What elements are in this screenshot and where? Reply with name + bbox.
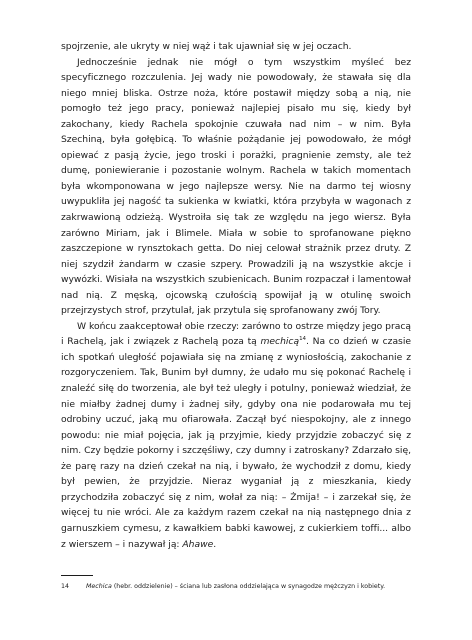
italic-text: Ahawe bbox=[182, 538, 214, 550]
paragraph bbox=[61, 55, 411, 319]
footnote-term: Mechica bbox=[86, 583, 112, 590]
paragraph bbox=[61, 319, 411, 552]
text-segment: Jednocześnie jednak nie mógł o tym wszystkim myśleć bez specyficznego rozczulenia. Jej wady nie powodowały, że stawała się dla niego mniej bliska. Ostrze noża, które postawił między sobą a nią, nie pomogło też jego pracy, ponieważ najlepiej pisało mu się, kiedy był zakochany, kiedy Rachela spokojnie czuwała nad nim – w nim. Była Szechiną, była gołębicą. To właśnie pożądanie jej powodowało, że mógł opiewać z pasją życie, jego troski i porażki, pragnienie zemsty, ale też dumę, poniewieranie i pozostanie wolnym. Rachela w takich momentach była wkomponowana w jego najlepsze wersy. Nie na darmo tej wiosny uwypukliła jej nagość ta sukienka w kwiatki, która przybyła w wagonach z zakrwawioną odzieżą. Wystroiła się tak ze względu na jego wiersz. Była zarówno Miriam, jak i Blimele. Miała w sobie to sprofanowane piękno zaszczepione w rynsztokach getta. Do niej celował strażnik przez druty. Z niej szydził żandarm w czasie szpery. Prowadzili ją na wszystkie akcje i wywózki. Wisiała na wszystkich szubienicach. Bunim rozpaczał i lamentował nad nią. Z męską, ojcowską czułością spowijał ją w otulinę swoich przejrzystych strof, przytulał, jak przytula się sprofanowany zwój Tory. bbox=[61, 56, 411, 317]
footnote-number: 14 bbox=[61, 583, 70, 590]
footnote-reference: 14 bbox=[299, 336, 307, 343]
text-segment: spojrzenie, ale ukryty w niej wąż i tak ujawniał się w jej oczach. bbox=[61, 41, 352, 52]
italic-text: mechicą bbox=[260, 336, 300, 348]
text-segment: W końcu zaakceptował obie rzeczy: zarówno to ostrze między jego pracą i Rachelą, jak i związek z Rachelą poza tą bbox=[61, 320, 411, 348]
footnote bbox=[61, 582, 421, 591]
footnote-separator bbox=[61, 575, 93, 576]
footnote-text: (hebr. oddzielenie) – ściana lub zasłona oddzielająca w synagodze mężczyzn i kobiety. bbox=[111, 583, 386, 590]
paragraph bbox=[61, 39, 411, 55]
text-segment: . bbox=[213, 538, 217, 550]
text-segment: . Na co dzień w czasie ich spotkań uległość pojawiała się na zmianę z wyniosłością, zakochanie z rozgoryczeniem. Tak, Bunim był dumny, że udało mu się pokonać Rachelę i znaleźć siłę do tworzenia, ale był też uległy i potulny, ponieważ wiedział, że nie miałby żadnej dumy i żadnej siły, gdyby ona nie podarowała mu tej odrobiny uczuć, jaką mu ofiarowała. Zaczął być niespokojny, ale z innego powodu: nie miał pojęcia, jak ją przyjmie, kiedy przyjdzie zobaczyć się z nim. Czy będzie pokorny i szczęśliwy, czy dumny i zatroskany? Zdarzało się, że parę razy na dzień czekał na nią, i bywało, że wychodził z domu, kiedy był pewien, że przyjdzie. Nieraz wyganiał ją z mieszkania, kiedy przychodziła zobaczyć się z nim, wołał za nią: – Żmija! – i zarzekał się, że więcej tu nie wróci. Ale za każdym razem czekał na nią następnego dnia z garnuszkiem cymesu, z kawałkiem babki kawowej, z cukierkiem toffi... albo z wierszem – i nazywał ją: bbox=[61, 336, 411, 550]
body-text bbox=[61, 39, 411, 552]
